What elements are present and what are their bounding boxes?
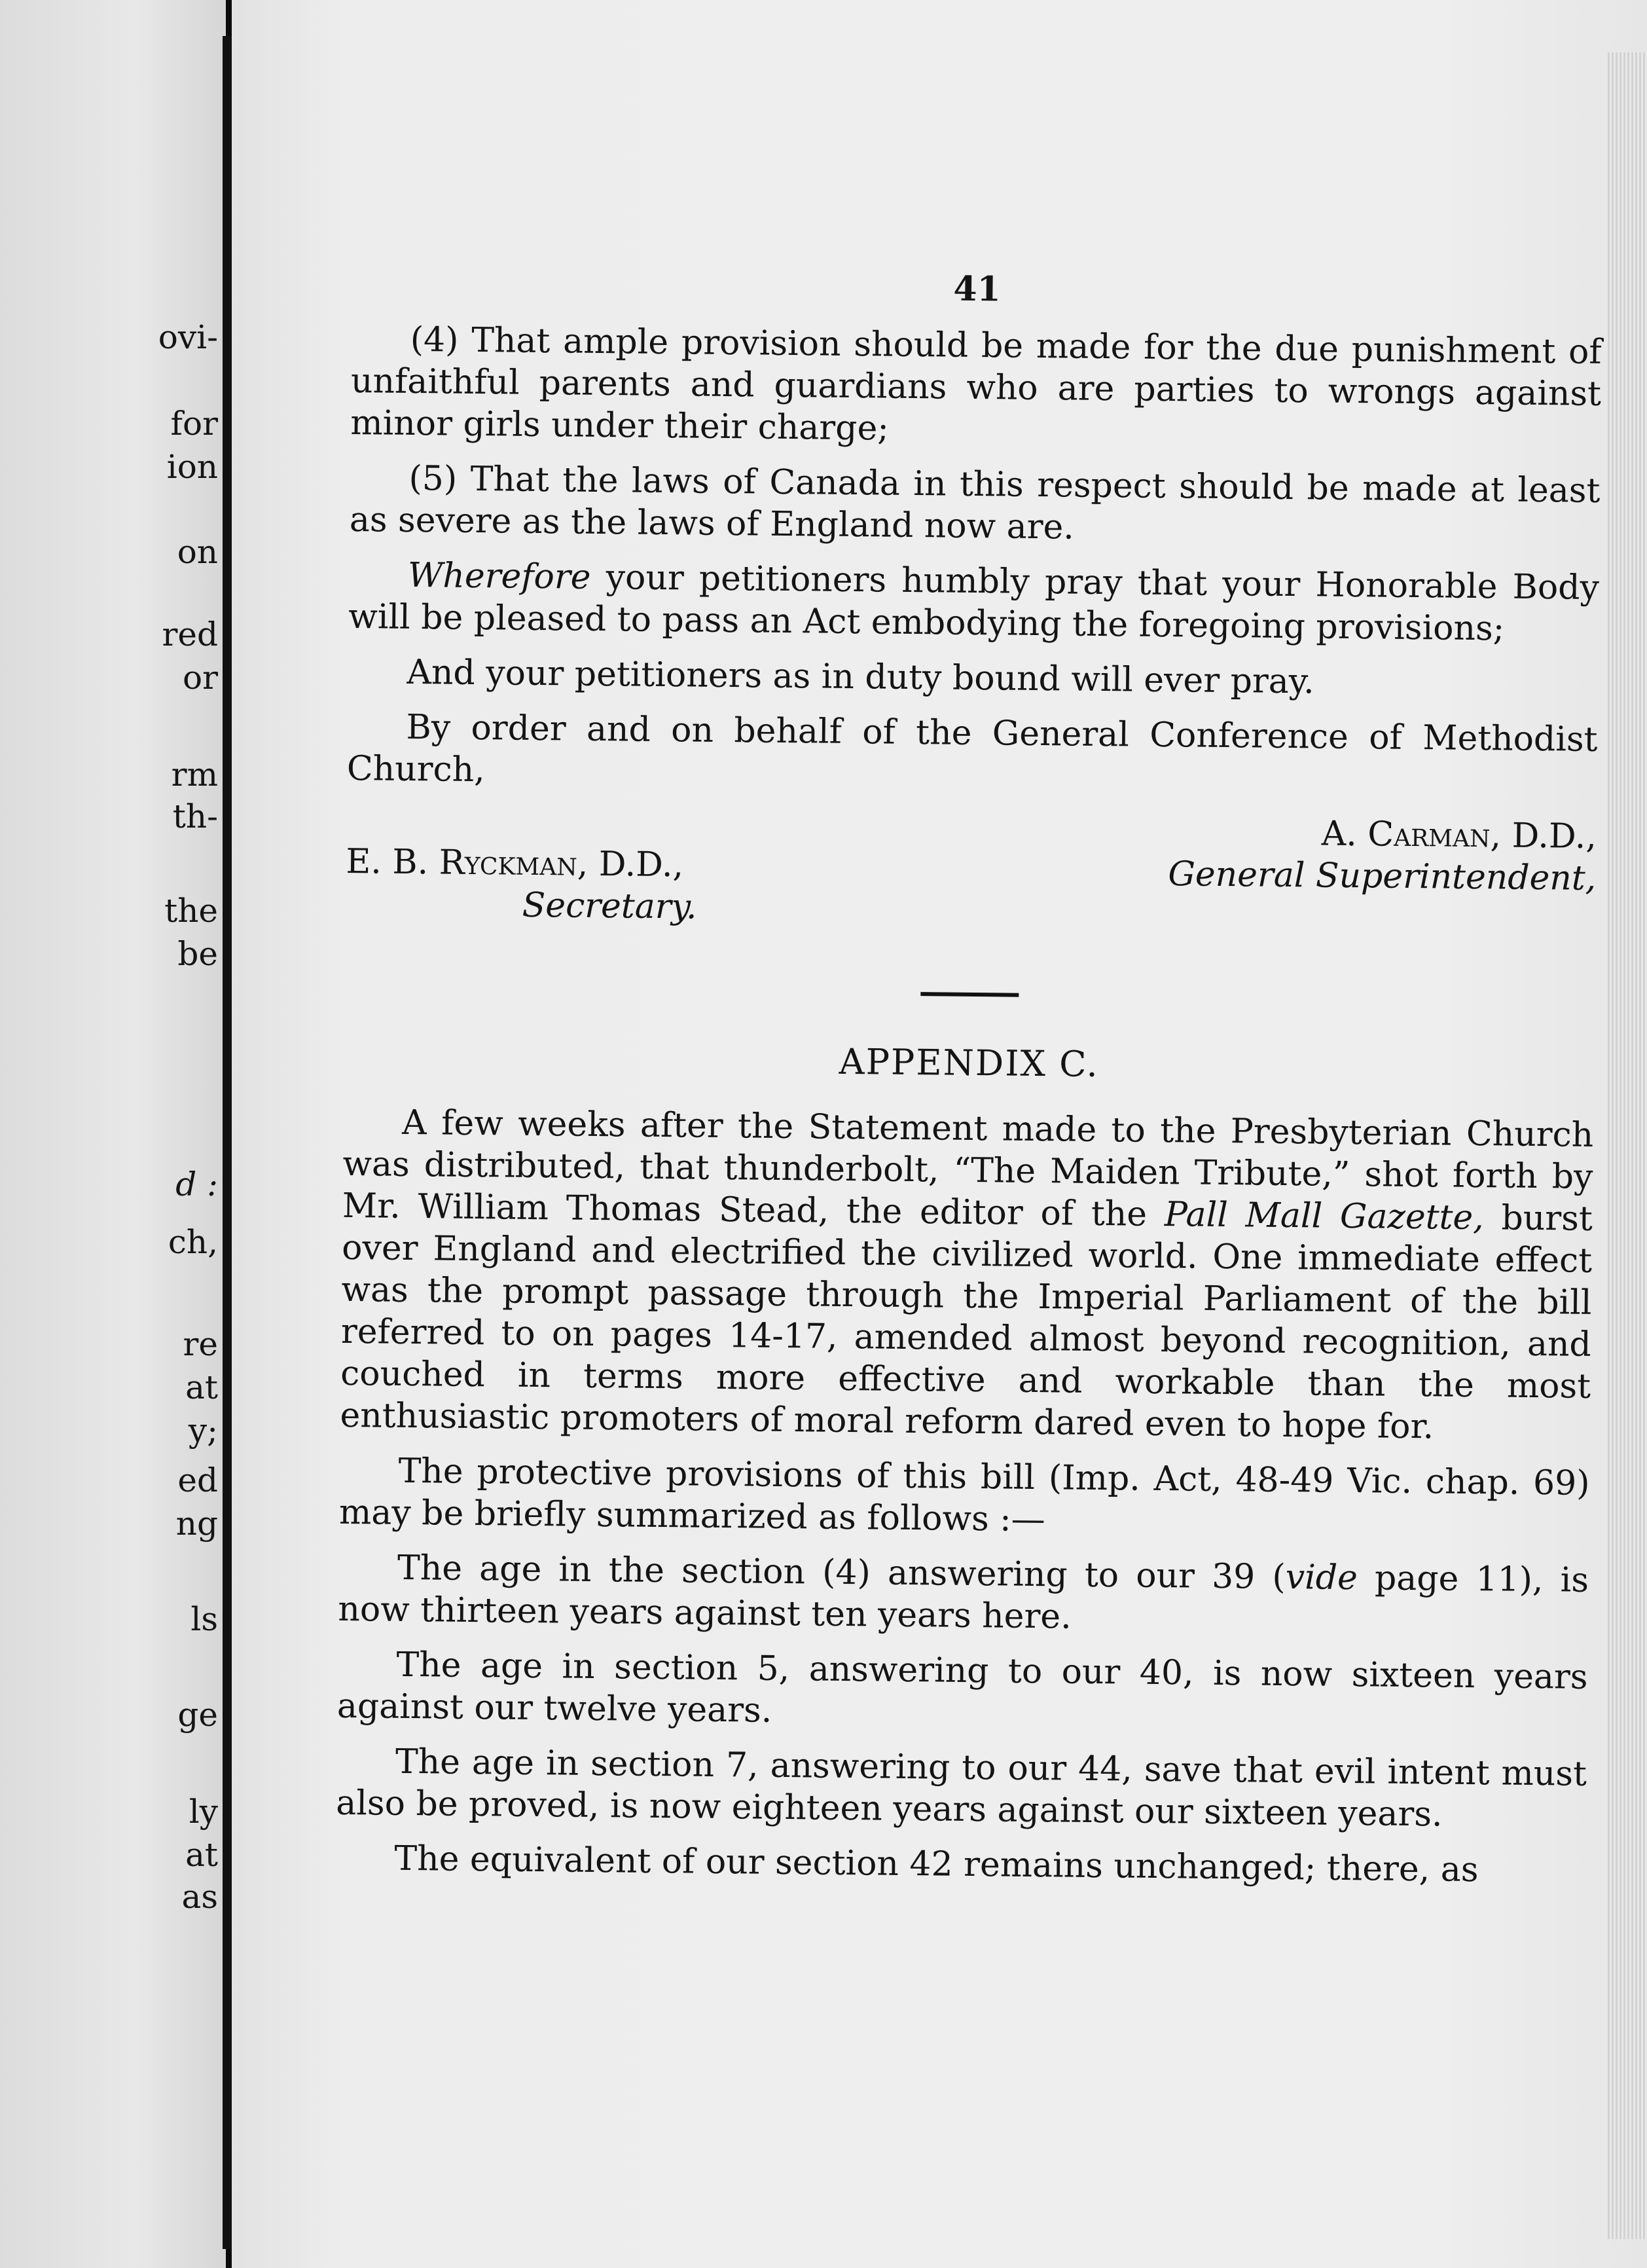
secretary-title: Secretary.	[522, 885, 697, 927]
left-page-fragment: at	[185, 1368, 218, 1406]
appendix-text: burst over England and electrified the civilized world. One immediate effect was the prompt passage through the Imperial Parliament of the bill referred to on pages 14-17, amended almost beyond recognition, and couched in terms more effective and workable than the most enthusiastic promoters of moral reform dared even to hope for.	[340, 1198, 1593, 1447]
left-page-fragment: rm	[171, 756, 218, 794]
appendix-text: The age in the section (4) answering to our 39 (	[397, 1548, 1286, 1598]
left-page-fragment: ly	[189, 1793, 218, 1831]
left-page-fragment: or	[182, 659, 218, 697]
left-page-fragment: re	[183, 1325, 218, 1363]
secretary-signature	[345, 841, 697, 928]
wherefore-lead: Wherefore	[407, 555, 591, 597]
left-page-fragment: ion	[166, 448, 218, 486]
petition-clause-4: (4) That ample provision should be made for the due punishment of unfaithful parents and guardians who are parties to wrongs against minor girls under their charge;	[350, 320, 1602, 448]
left-page-fragment: ng	[175, 1505, 218, 1543]
left-page-fragment: ch,	[168, 1223, 218, 1261]
left-page-fragment: y;	[188, 1412, 218, 1450]
appendix-heading: APPENDIX C.	[839, 1040, 1100, 1086]
appendix-paragraph	[338, 1546, 1589, 1643]
petition-clause-5: (5) That the laws of Canada in this respect should be made at least as severe as the laws of England now are.	[349, 458, 1601, 547]
appendix-paragraph: The age in section 7, answering to our 44, save that evil intent must also be proved, is now eighteen years against our sixteen years.	[336, 1742, 1587, 1835]
petition-by-order: By order and on behalf of the General Conference of Methodist Church,	[346, 707, 1598, 790]
left-page-fragment: d :	[175, 1165, 218, 1203]
left-page-fragment: as	[181, 1878, 218, 1916]
left-page-fragment: on	[177, 533, 218, 571]
left-page-fragment: red	[162, 615, 218, 653]
left-page-fragment: for	[170, 405, 218, 443]
appendix-paragraph: The protective provisions of this bill (Imp. Act, 48-49 Vic. chap. 69) may be briefly summarized as follows :—	[338, 1451, 1590, 1540]
left-page-fragment: ed	[177, 1461, 218, 1499]
vide-italic: vide	[1285, 1558, 1358, 1598]
left-page-fragment: th-	[172, 797, 218, 835]
superintendent-title: General Superintendent,	[1168, 854, 1597, 898]
wherefore-text: your petitioners humbly pray that your Honorable Body will be pleased to pass an Act embodying the foregoing provisions;	[348, 557, 1600, 649]
book-gutter	[223, 36, 232, 2249]
left-page-fragment: the	[164, 892, 218, 930]
appendix-text: A few weeks after the Statement made to the Presbyterian Church was distributed, that thunderbolt, “The Maiden Tribute,” shot forth by Mr. William Thomas Stead, the editor of the	[342, 1103, 1594, 1235]
left-page-fragment: ge	[177, 1696, 218, 1734]
appendix-paragraph: The equivalent of our section 42 remains unchanged; there, as	[394, 1838, 1479, 1890]
left-page	[0, 0, 226, 2268]
left-page-fragment: at	[185, 1836, 218, 1874]
superintendent-name: A. Carman, D.D.,	[1321, 814, 1597, 856]
section-divider	[920, 992, 1019, 997]
right-page	[232, 0, 1647, 2268]
page-content	[335, 262, 1602, 1905]
gazette-title: Pall Mall Gazette,	[1164, 1195, 1485, 1238]
petition-prayer	[348, 554, 1599, 651]
left-page-fragment: ls	[190, 1600, 218, 1638]
signature-block	[345, 803, 1597, 960]
appendix-paragraph: The age in section 5, answering to our 40, is now sixteen years against our twelve years.	[336, 1645, 1588, 1730]
appendix-text: page 11), is now thirteen years against ten years here.	[338, 1558, 1589, 1637]
left-page-fragment: be	[177, 935, 218, 973]
petition-closing: And your petitioners as in duty bound will ever pray.	[407, 652, 1315, 702]
secretary-name: E. B. Ryckman, D.D.,	[346, 841, 684, 885]
page-edge	[1608, 52, 1647, 2239]
appendix-paragraph	[340, 1101, 1593, 1450]
page-number: 41	[953, 268, 1002, 310]
superintendent-signature	[1168, 811, 1597, 900]
left-page-fragment: ovi-	[158, 318, 218, 356]
